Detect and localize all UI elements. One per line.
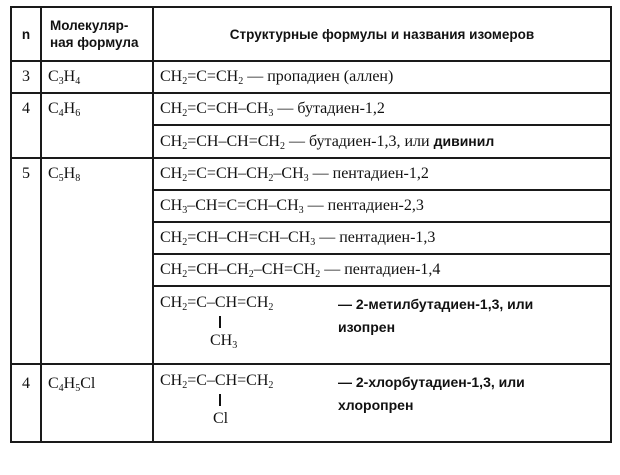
cell-n: 4 (11, 93, 41, 158)
structural-formula: $CH_3-CH=C=CH-CH_3$ (160, 197, 304, 216)
table-row (11, 61, 611, 93)
cell-structural (153, 222, 611, 254)
cell-n: 5 (11, 158, 41, 364)
structural-formula: $CH_2=C=CH-CH_2-CH_3$ (160, 165, 309, 184)
header-molecular-formula (41, 7, 153, 61)
header-row (11, 7, 611, 61)
table-row (11, 364, 611, 442)
branch-bond (219, 394, 221, 406)
cell-molecular-formula: $C_4H_6$ (41, 93, 153, 158)
branch-bond (219, 316, 221, 328)
header-n: n (11, 7, 41, 61)
branch-substituent: Cl (213, 410, 229, 427)
structural-formula: $CH_2=CH-CH=CH_2$ (160, 133, 285, 152)
cell-structural (153, 61, 611, 93)
isomer-name-block (338, 293, 588, 339)
isomer-name: — пентадиен-1,3 (315, 229, 436, 246)
isomer-name: — пропадиен (аллен) (243, 68, 394, 85)
cell-molecular-formula: $C_4H_5Cl$ (41, 364, 153, 442)
branch-substituent: $CH_3$ (210, 332, 238, 351)
isomer-name: — 2-хлорбутадиен-1,3, или (338, 374, 525, 390)
structural-formula: $CH_2=C=CH_2$ (160, 68, 244, 87)
cell-n: 4 (11, 364, 41, 442)
structural-formula: $CH_2=CH-CH=CH-CH_3$ (160, 229, 316, 248)
cell-structural (153, 190, 611, 222)
table-row (11, 93, 611, 125)
isomer-trivial-name: дивинил (433, 133, 495, 149)
cell-structural (153, 93, 611, 125)
cell-structural (153, 254, 611, 286)
isomer-name: — пентадиен-2,3 (303, 197, 424, 214)
structural-formula: $CH_2=CH-CH_2-CH=CH_2$ (160, 261, 321, 280)
header-molecular-line2: ная формула (50, 35, 139, 50)
structural-formula: $CH_2=C=CH-CH_3$ (160, 100, 274, 119)
cell-molecular-formula: $C_3H_4$ (41, 61, 153, 93)
cell-structural (153, 158, 611, 190)
cell-structural (153, 364, 611, 442)
isomers-table (10, 6, 612, 443)
isomer-name: — пентадиен-1,2 (308, 165, 429, 182)
isomer-name: — 2-метилбутадиен-1,3, или (338, 296, 534, 312)
header-molecular-line1: Молекуляр- (50, 18, 129, 33)
cell-structural (153, 286, 611, 364)
structural-formula: $CH_2=C-CH=CH_2$ (160, 294, 274, 313)
isomer-name-block (338, 371, 588, 417)
isomer-name: — бутадиен-1,3, или (284, 133, 434, 150)
isomer-name: — пентадиен-1,4 (320, 261, 441, 278)
cell-n: 3 (11, 61, 41, 93)
isomer-trivial-name: хлоропрен (338, 397, 414, 413)
cell-molecular-formula: $C_5H_8$ (41, 158, 153, 364)
isomer-trivial-name: изопрен (338, 319, 396, 335)
table-row (11, 158, 611, 190)
isomer-name: — бутадиен-1,2 (273, 100, 385, 117)
header-structural: Структурные формулы и названия изомеров (153, 7, 611, 61)
structural-formula: $CH_2=C-CH=CH_2$ (160, 372, 274, 391)
cell-structural (153, 125, 611, 158)
